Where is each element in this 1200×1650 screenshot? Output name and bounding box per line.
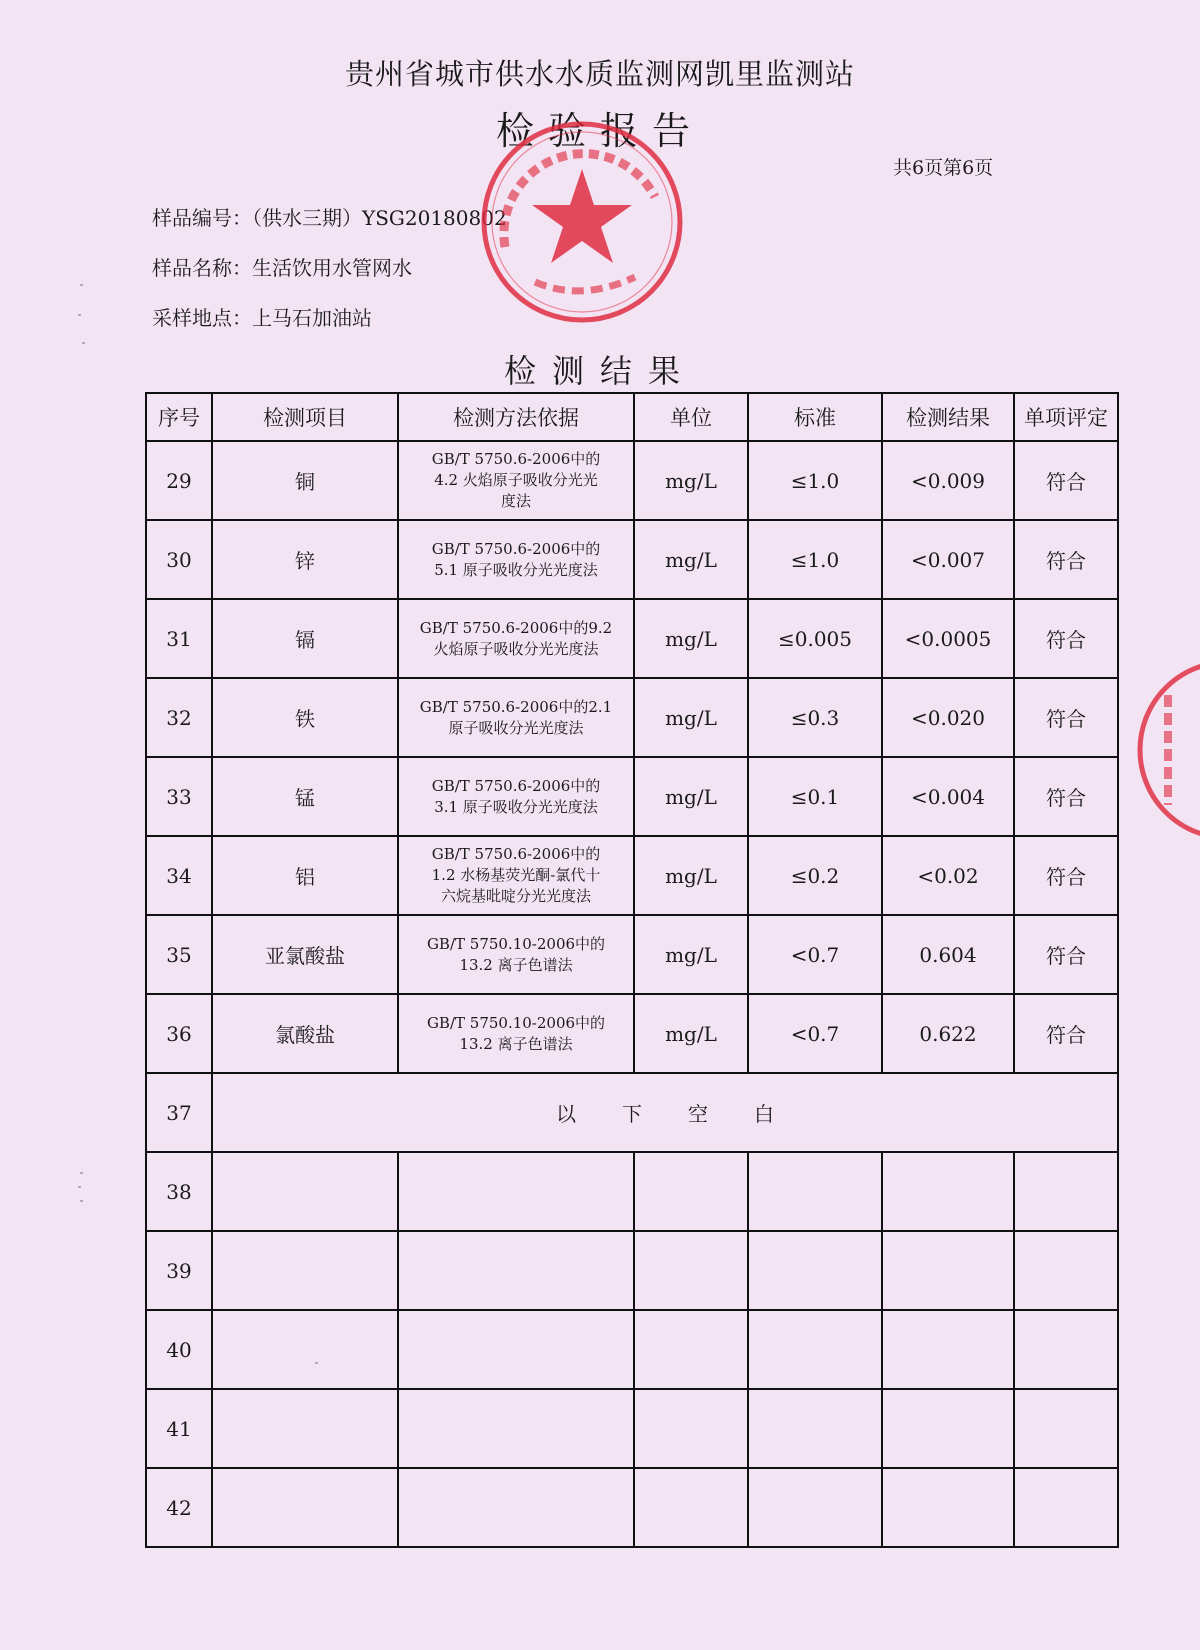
empty-cell [882,1152,1014,1231]
row-verdict: 符合 [1014,836,1118,915]
table-row-empty [146,1152,1118,1231]
row-no: 31 [146,599,212,678]
row-method: GB/T 5750.6-2006中的2.1 原子吸收分光光度法 [398,678,634,757]
row-unit: mg/L [634,678,748,757]
empty-cell [212,1231,398,1310]
row-unit: mg/L [634,757,748,836]
row-no: 39 [146,1231,212,1310]
empty-cell [1014,1389,1118,1468]
empty-cell [212,1152,398,1231]
row-method: GB/T 5750.6-2006中的 3.1 原子吸收分光光度法 [398,757,634,836]
empty-cell [882,1310,1014,1389]
table-row-empty [146,1389,1118,1468]
table-body [146,441,1118,1547]
row-method: GB/T 5750.6-2006中的 4.2 火焰原子吸收分光光 度法 [398,441,634,520]
row-unit: mg/L [634,915,748,994]
row-verdict: 符合 [1014,915,1118,994]
empty-cell [634,1231,748,1310]
row-standard: ≤0.1 [748,757,882,836]
row-verdict: 符合 [1014,757,1118,836]
row-item: 铝 [212,836,398,915]
sampling-site-label: 采样地点： [152,306,252,330]
row-item: 镉 [212,599,398,678]
row-standard: ≤0.3 [748,678,882,757]
row-no: 29 [146,441,212,520]
row-verdict: 符合 [1014,994,1118,1073]
sampling-site-field [152,302,372,331]
row-no: 32 [146,678,212,757]
table-row-empty [146,1468,1118,1547]
empty-cell [882,1468,1014,1547]
empty-cell [1014,1310,1118,1389]
row-no: 37 [146,1073,212,1152]
empty-cell [748,1310,882,1389]
row-standard: ≤1.0 [748,520,882,599]
row-result: <0.007 [882,520,1014,599]
empty-cell [634,1310,748,1389]
row-standard: ≤0.005 [748,599,882,678]
row-unit: mg/L [634,441,748,520]
row-item: 铜 [212,441,398,520]
header-no: 序号 [146,393,212,441]
table-row [146,520,1118,599]
empty-cell [748,1152,882,1231]
row-unit: mg/L [634,599,748,678]
row-method: GB/T 5750.10-2006中的 13.2 离子色谱法 [398,994,634,1073]
empty-cell [748,1389,882,1468]
row-verdict: 符合 [1014,441,1118,520]
table-row-blank-note [146,1073,1118,1152]
row-item: 氯酸盐 [212,994,398,1073]
header-method: 检测方法依据 [398,393,634,441]
row-no: 40 [146,1310,212,1389]
table-header-row [146,393,1118,441]
empty-cell [212,1389,398,1468]
sample-name-value: 生活饮用水管网水 [252,256,412,280]
empty-cell [634,1389,748,1468]
table-row-empty [146,1231,1118,1310]
sample-number-label: 样品编号： [152,206,252,230]
row-verdict: 符合 [1014,678,1118,757]
row-no: 42 [146,1468,212,1547]
row-item: 锌 [212,520,398,599]
empty-cell [634,1152,748,1231]
table-row [146,915,1118,994]
row-no: 38 [146,1152,212,1231]
row-verdict: 符合 [1014,599,1118,678]
report-title: 检验报告 [495,109,704,153]
empty-cell [882,1231,1014,1310]
row-standard: ≤0.2 [748,836,882,915]
table-row [146,757,1118,836]
header-verdict: 单项评定 [1014,393,1118,441]
row-result: <0.004 [882,757,1014,836]
row-item: 锰 [212,757,398,836]
row-unit: mg/L [634,994,748,1073]
empty-cell [748,1231,882,1310]
row-standard: ≤1.0 [748,441,882,520]
row-result: 0.604 [882,915,1014,994]
row-standard: <0.7 [748,994,882,1073]
table-row [146,994,1118,1073]
header-unit: 单位 [634,393,748,441]
empty-cell [398,1310,634,1389]
partial-seal-icon [1128,655,1200,845]
empty-cell [398,1389,634,1468]
row-no: 34 [146,836,212,915]
table-row [146,599,1118,678]
blank-note: 以下空白 [212,1073,1118,1152]
sample-name-label: 样品名称： [152,256,252,280]
row-standard: <0.7 [748,915,882,994]
row-no: 30 [146,520,212,599]
sample-number-field [152,202,507,231]
page-info: 共6页第6页 [893,157,994,179]
empty-cell [634,1468,748,1547]
empty-cell [398,1468,634,1547]
organization-name: 贵州省城市供水水质监测网凯里监测站 [344,57,855,91]
row-result: <0.02 [882,836,1014,915]
row-result: <0.009 [882,441,1014,520]
empty-cell [212,1468,398,1547]
results-table [145,392,1119,1548]
empty-cell [398,1152,634,1231]
row-result: 0.622 [882,994,1014,1073]
row-no: 41 [146,1389,212,1468]
row-no: 35 [146,915,212,994]
row-unit: mg/L [634,520,748,599]
header-standard: 标准 [748,393,882,441]
empty-cell [212,1310,398,1389]
row-method: GB/T 5750.6-2006中的 5.1 原子吸收分光光度法 [398,520,634,599]
row-no: 33 [146,757,212,836]
sample-name-field [152,252,412,281]
table-row-empty [146,1310,1118,1389]
table-row [146,678,1118,757]
sample-number-value: （供水三期）YSG20180802 [252,206,507,230]
row-result: <0.020 [882,678,1014,757]
row-no: 36 [146,994,212,1073]
row-method: GB/T 5750.6-2006中的 1.2 水杨基荧光酮-氯代十 六烷基吡啶分光光度法 [398,836,634,915]
sampling-site-value: 上马石加油站 [252,306,372,330]
row-method: GB/T 5750.10-2006中的 13.2 离子色谱法 [398,915,634,994]
row-verdict: 符合 [1014,520,1118,599]
row-item: 亚氯酸盐 [212,915,398,994]
header-item: 检测项目 [212,393,398,441]
header-result: 检测结果 [882,393,1014,441]
row-result: <0.0005 [882,599,1014,678]
table-row [146,836,1118,915]
empty-cell [748,1468,882,1547]
empty-cell [882,1389,1014,1468]
empty-cell [398,1231,634,1310]
empty-cell [1014,1231,1118,1310]
empty-cell [1014,1152,1118,1231]
row-method: GB/T 5750.6-2006中的9.2 火焰原子吸收分光光度法 [398,599,634,678]
empty-cell [1014,1468,1118,1547]
section-title: 检测结果 [503,352,696,390]
row-item: 铁 [212,678,398,757]
row-unit: mg/L [634,836,748,915]
table-row [146,441,1118,520]
